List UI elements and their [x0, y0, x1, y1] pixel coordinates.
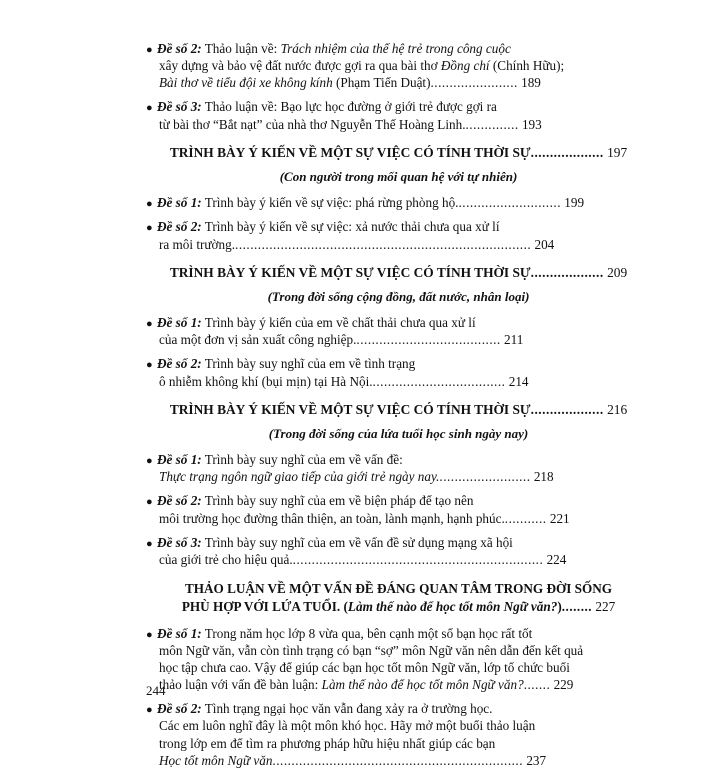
- toc-section-heading[interactable]: [146, 401, 651, 418]
- toc-subheading: (Trong đời sống cộng đồng, đất nước, nhân loại): [267, 289, 530, 305]
- leader-dots: ..................................................................: [272, 752, 524, 768]
- leader-dots: ...........: [504, 510, 547, 526]
- leader-dots: ...................: [530, 144, 604, 160]
- toc-section-heading-text: TRÌNH BÀY Ý KIẾN VỀ MỘT SỰ VIỆC CÓ TÍNH THỜI SỰ: [169, 401, 531, 417]
- toc-entry[interactable]: [146, 40, 651, 91]
- toc-entry-text-italic: Đồng chí: [440, 58, 490, 74]
- toc-section-heading-text: TRÌNH BÀY Ý KIẾN VỀ MỘT SỰ VIỆC CÓ TÍNH THỜI SỰ: [169, 264, 531, 280]
- toc-section-heading-line1: THẢO LUẬN VỀ MỘT VẤN ĐỀ ĐÁNG QUAN TÂM TRONG ĐỜI SỐNG: [184, 581, 613, 597]
- bullet-icon: ●: [146, 628, 153, 641]
- toc-entry-label: Đề số 2:: [157, 41, 202, 56]
- toc-entry-text: của một đơn vị sản xuất công nghiệp.: [159, 332, 357, 348]
- toc-entry-body: [146, 314, 651, 331]
- toc-entry-page: 224: [546, 551, 567, 567]
- toc-entry-page: 221: [549, 510, 570, 526]
- toc-subheading: (Con người trong mối quan hệ với tự nhiên): [279, 169, 518, 185]
- toc-entry-line: [146, 116, 651, 133]
- toc-entry-text: Trình bày ý kiến của em về chất thải chưa qua xử lí: [201, 315, 476, 331]
- toc-entry-text: Thảo luận về: Bạo lực học đường ở giới trẻ được gợi ra: [201, 99, 497, 115]
- bullet-icon: ●: [146, 43, 153, 56]
- toc-entry-label: Đề số 2:: [157, 219, 202, 235]
- toc-entry-page: 199: [564, 195, 585, 211]
- toc-entry-line: [146, 752, 651, 769]
- toc-entry-line: [146, 510, 651, 527]
- leader-dots: .......: [523, 677, 551, 693]
- toc-entry[interactable]: [146, 194, 651, 211]
- bullet-icon: ●: [146, 198, 153, 211]
- toc-entry[interactable]: [146, 218, 651, 252]
- toc-entry-text: ra môi trường.: [159, 236, 236, 252]
- leader-dots: ......................................: [356, 332, 501, 348]
- toc-entry-page: 204: [534, 236, 555, 252]
- toc-entry[interactable]: [146, 451, 651, 485]
- bullet-icon: ●: [146, 102, 153, 115]
- toc-entry-label: Đề số 1:: [157, 452, 202, 468]
- toc-entry[interactable]: [146, 625, 651, 694]
- toc-entry-body: [146, 534, 651, 551]
- toc-entry-line: [146, 676, 651, 693]
- toc-entry[interactable]: [146, 314, 651, 348]
- toc-entry-text: thảo luận với vấn đề bàn luận:: [159, 677, 322, 693]
- toc-entry-text: Trình bày ý kiến về sự việc: phá rừng phòng hộ.: [201, 195, 459, 211]
- toc-entry-line: trong lớp em để tìm ra phương pháp hữu hiệu nhất giúp các bạn: [159, 735, 496, 751]
- bullet-icon: ●: [146, 537, 153, 550]
- toc-entry-line: Các em luôn nghĩ đây là một môn khó học. Hãy mở một buổi thảo luận: [159, 718, 536, 734]
- toc-entry-text: Thảo luận về:: [201, 41, 281, 56]
- bullet-icon: ●: [146, 317, 153, 330]
- toc-entry-page: 214: [508, 373, 529, 389]
- page-number: 244: [146, 683, 166, 698]
- toc-entry-line: môn Ngữ văn, vẫn còn tình trạng có bạn “sợ” môn Ngữ văn nên dẫn đến kết quả: [159, 642, 584, 658]
- toc-entry-label: Đề số 2:: [157, 356, 202, 372]
- toc-entry-text: Trong năm học lớp 8 vừa qua, bên cạnh một số bạn học rất tốt: [201, 625, 533, 641]
- toc-entry-text: Trình bày suy nghĩ của em về tình trạng: [201, 356, 416, 372]
- leader-dots: ..................................................................: [292, 551, 544, 567]
- toc-entry-text: của giới trẻ cho hiệu quả.: [159, 551, 293, 567]
- leader-dots: ........................: [439, 469, 531, 485]
- toc-entry-page: 193: [521, 116, 542, 132]
- toc-entry[interactable]: [146, 534, 651, 568]
- toc-section-page: 197: [607, 144, 628, 160]
- leader-dots: ...................: [530, 401, 604, 417]
- toc-entry-body: [146, 218, 651, 235]
- leader-dots: ..............................................................................: [235, 236, 532, 252]
- toc-entry-label: Đề số 2:: [157, 493, 202, 509]
- toc-entry-text-italic: Bài thơ về tiểu đội xe không kính: [159, 75, 333, 91]
- toc-entry-body: [146, 40, 651, 57]
- toc-section-heading-line2: PHÙ HỢP VỚI LỨA TUỔI. (: [181, 598, 348, 614]
- toc-entry[interactable]: [146, 700, 651, 769]
- toc-section-page: 216: [607, 401, 628, 417]
- toc-entry-label: Đề số 1:: [157, 315, 202, 331]
- toc-entry-body: [146, 98, 651, 115]
- bullet-icon: ●: [146, 359, 153, 372]
- toc-subheading: (Trong đời sống của lứa tuổi học sinh ngày nay): [268, 426, 529, 442]
- toc-entry-line: [146, 236, 651, 253]
- toc-entry-text: Tình trạng ngại học văn vẫn đang xảy ra ở trường học.: [201, 701, 493, 717]
- toc-section-heading[interactable]: [146, 264, 651, 281]
- leader-dots: ...................: [530, 264, 604, 280]
- bullet-icon: ●: [146, 704, 153, 717]
- toc-entry-line: [146, 551, 651, 568]
- toc-entry-body: [146, 492, 651, 509]
- toc-entry-text-italic: Làm thế nào để học tốt môn Ngữ văn?: [321, 677, 524, 693]
- toc-entry[interactable]: [146, 98, 651, 132]
- toc-section-heading-line2b: ): [557, 598, 562, 614]
- toc-entry-text: Trình bày suy nghĩ của em về vấn đề:: [201, 452, 403, 468]
- toc-entry-text: Trình bày ý kiến về sự việc: xả nước thải chưa qua xử lí: [201, 219, 500, 235]
- toc-entry[interactable]: [146, 492, 651, 526]
- toc-section-page: 209: [607, 264, 628, 280]
- leader-dots: ..............: [465, 116, 519, 132]
- toc-entry-line: học tập chưa cao. Vậy để giúp các bạn học tốt môn Ngữ văn, lớp tổ chức buổi: [159, 660, 570, 676]
- toc-entry-text: Trình bày suy nghĩ của em về biện pháp để tạo nên: [201, 493, 474, 509]
- toc-entry-page: 189: [521, 75, 541, 91]
- toc-entry-text: (Chính Hữu);: [489, 58, 565, 74]
- toc-entry[interactable]: [146, 355, 651, 389]
- toc-entry-body: [146, 700, 651, 717]
- toc-entry-label: Đề số 3:: [157, 534, 202, 550]
- toc-entry-label: Đề số 1:: [157, 195, 202, 211]
- toc-section-heading[interactable]: [146, 580, 651, 616]
- toc-entry-page: 237: [526, 752, 547, 768]
- toc-entry-body: [146, 625, 651, 642]
- leader-dots: ...........................: [458, 195, 561, 211]
- toc-entry-body: [146, 451, 651, 468]
- bullet-icon: ●: [146, 454, 153, 467]
- toc-entry-label: Đề số 2:: [157, 701, 202, 717]
- toc-section-heading[interactable]: [146, 144, 651, 161]
- toc-section-heading-text: TRÌNH BÀY Ý KIẾN VỀ MỘT SỰ VIỆC CÓ TÍNH THỜI SỰ: [169, 144, 531, 160]
- toc-list: [146, 40, 651, 769]
- bullet-icon: ●: [146, 222, 153, 235]
- toc-entry-text-italic: Học tốt môn Ngữ văn: [159, 752, 273, 768]
- toc-section-heading-italic: Làm thế nào để học tốt môn Ngữ văn?: [347, 598, 558, 614]
- toc-entry-body: [146, 355, 651, 372]
- toc-entry-text: Trình bày suy nghĩ của em về vấn đề sử dụng mạng xã hội: [201, 534, 513, 550]
- toc-entry-body: [146, 194, 651, 211]
- toc-entry-text-italic: Thực trạng ngôn ngữ giao tiếp của giới trẻ ngày nay.: [159, 469, 440, 485]
- toc-entry-line: [146, 373, 651, 390]
- toc-entry-text: (Phạm Tiến Duật): [332, 75, 431, 91]
- toc-entry-text: xây dựng và bảo vệ đất nước được gợi ra qua bài thơ: [159, 58, 441, 74]
- toc-section-page: 227: [595, 598, 616, 614]
- toc-entry-text-italic: Trách nhiệm của thế hệ trẻ trong công cuộc: [280, 41, 511, 56]
- toc-entry-text: ô nhiễm không khí (bụi mịn) tại Hà Nội.: [159, 373, 373, 389]
- toc-entry-label: Đề số 1:: [157, 625, 202, 641]
- toc-entry-page: 211: [504, 332, 524, 348]
- toc-entry-page: 229: [553, 677, 574, 693]
- toc-entry-line: [146, 468, 651, 485]
- toc-entry-page: 218: [533, 469, 554, 485]
- toc-entry-line: [146, 331, 651, 348]
- toc-entry-line: [146, 74, 651, 91]
- toc-entry-line: [146, 57, 651, 74]
- leader-dots: ...................................: [372, 373, 506, 389]
- toc-entry-text: từ bài thơ “Bắt nạt” của nhà thơ Nguyễn Thế Hoàng Linh.: [159, 116, 466, 132]
- toc-entry-label: Đề số 3:: [157, 99, 202, 115]
- toc-entry-text: môi trường học đường thân thiện, an toàn, lành mạnh, hạnh phúc.: [159, 510, 505, 526]
- leader-dots: ........: [561, 598, 593, 614]
- bullet-icon: ●: [146, 496, 153, 509]
- leader-dots: .......................: [430, 75, 518, 91]
